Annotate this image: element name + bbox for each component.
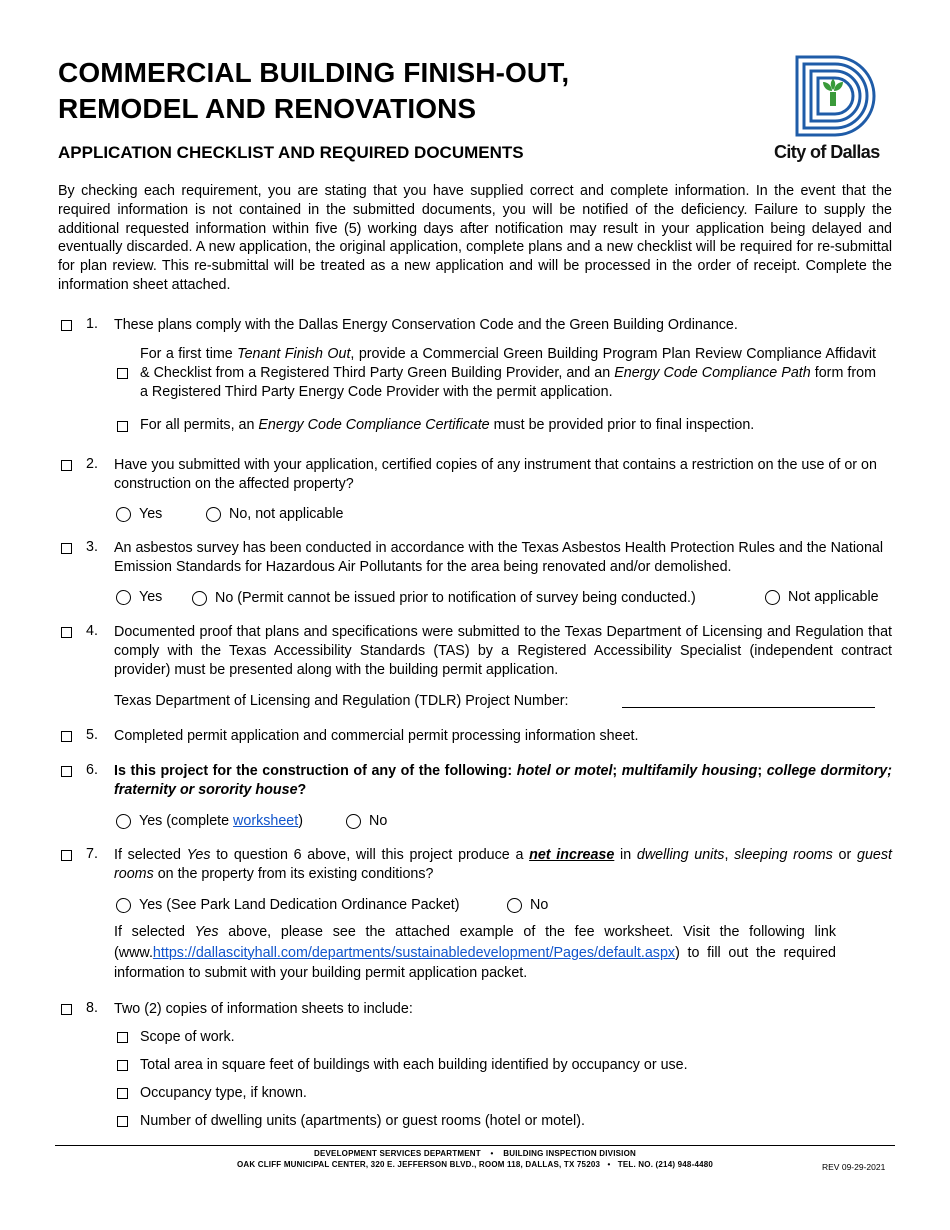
item-1-text: These plans comply with the Dallas Energy Conservation Code and the Green Building Ordinance. [114,317,738,333]
item-6-emphasis: college dormitory; fraternity or sorority house [114,763,893,798]
item-1a-emphasis: Tenant Finish Out [237,346,351,362]
item-4-text: Documented proof that plans and specifications were submitted to the Texas Department of Licensing and Regulation that comply with the Texas Accessibility Standards (TAS) by a Registered Accessibility Specialist (independent contract provider) must be presented along with the building permit application. [114,624,892,678]
item-7-emphasis: guest rooms [114,847,892,882]
item-7-number: 7. [86,846,98,862]
item-7-text-part: on the property from its existing conditions? [153,865,434,882]
item-1b-text [140,416,876,435]
item-4-number: 4. [86,623,98,639]
item-6-separator: ; [612,763,622,779]
sustainable-development-link[interactable]: https://dallascityhall.com/departments/sustainabledevelopment/Pages/default.aspx [152,944,676,961]
item-1a-text-part: , provide a Commercial Green Building Program Plan Review Compliance Affidavit & Checklist from a Registered Third Party Green Building Provider, and an [140,346,877,381]
item-1a-text-part: For a first time [140,346,238,362]
item-5-checkbox[interactable] [61,731,72,742]
item-2-yes-label: Yes [139,506,163,522]
item-3-text: An asbestos survey has been conducted in accordance with the Texas Asbestos Health Protection Rules and the National Emission Standards for Hazardous Air Pollutants for the area being renovated and/or demolished. [114,540,884,575]
footer-divider [55,1145,895,1146]
tdlr-project-number-field[interactable] [622,707,875,708]
item-1b-text-part: For all permits, an [140,417,259,433]
item-1a-text-part: form from a Registered Third Party Energy Code Provider with the permit application. [140,364,876,400]
footer-department-name: DEVELOPMENT SERVICES DEPARTMENT [314,1149,481,1158]
item-1-checkbox[interactable] [61,320,72,331]
item-6-emphasis: hotel or motel [516,763,613,779]
item-8c-text: Occupancy type, if known. [140,1085,307,1101]
item-1b-text-part: must be provided prior to final inspection. [489,417,755,433]
item-6-yes-label-part: Yes (complete [139,813,234,829]
item-7-text [114,846,892,884]
page-subtitle: APPLICATION CHECKLIST AND REQUIRED DOCUMENTS [58,143,524,162]
item-7-yes-radio[interactable] [116,898,131,913]
item-5-number: 5. [86,727,98,743]
tdlr-project-number-label: Texas Department of Licensing and Regulation (TDLR) Project Number: [114,693,569,709]
footer-bullet: • [607,1160,611,1169]
item-7-text-part: If selected [114,847,187,863]
revision-date: REV 09-29-2021 [822,1162,886,1172]
item-3-number: 3. [86,539,98,555]
item-3-yes-radio[interactable] [116,590,131,605]
item-8a-text: Scope of work. [140,1029,235,1045]
footer-division-name: BUILDING INSPECTION DIVISION [503,1149,636,1158]
footer-bullet: • [490,1149,494,1158]
item-8-checkbox[interactable] [61,1004,72,1015]
item-6-checkbox[interactable] [61,766,72,777]
item-7-note-part: above, please see the attached example of the fee worksheet. Visit the following link (www. [114,924,836,961]
item-8a-checkbox[interactable] [117,1032,128,1043]
item-5-text: Completed permit application and commercial permit processing information sheet. [114,728,639,744]
item-7-emphasis: sleeping rooms [734,847,833,863]
worksheet-link[interactable]: worksheet [233,813,299,829]
item-3-no-label: No (Permit cannot be issued prior to notification of survey being conducted.) [215,590,696,606]
item-8d-text: Number of dwelling units (apartments) or guest rooms (hotel or motel). [140,1113,585,1129]
item-2-no-radio[interactable] [206,507,221,522]
item-6-text [114,762,892,800]
item-8b-text: Total area in square feet of buildings with each building identified by occupancy or use. [140,1057,688,1073]
item-3-option-yes[interactable] [116,588,162,606]
item-7-yes-label: Yes (See Park Land Dedication Ordinance Packet) [139,897,460,913]
item-7-text-part: in [614,847,637,863]
item-6-yes-label-part: ) [298,813,303,829]
footer-phone: TEL. NO. (214) 948-4480 [617,1160,714,1169]
item-2-text: Have you submitted with your application, certified copies of any instrument that contains a restriction on the use of or on construction on the affected property? [114,457,877,492]
item-1a-text [140,345,876,401]
item-7-checkbox[interactable] [61,850,72,861]
item-1b-checkbox[interactable] [117,421,128,432]
item-6-separator: ; [757,763,767,779]
item-7-text-part: , [724,847,735,863]
item-6-option-yes[interactable] [116,812,303,830]
item-6-number: 6. [86,762,98,778]
item-1a-checkbox[interactable] [117,368,128,379]
item-7-emphasis: Yes [186,847,211,863]
footer-address [55,1160,895,1169]
item-2-option-no[interactable] [206,505,343,523]
item-7-emphasis: dwelling units [636,847,725,863]
item-3-yes-label: Yes [139,589,163,605]
item-2-yes-radio[interactable] [116,507,131,522]
title-line-2: REMODEL AND RENOVATIONS [58,93,477,124]
item-2-checkbox[interactable] [61,460,72,471]
item-6-yes-label [139,812,303,830]
item-2-option-yes[interactable] [116,505,162,523]
item-7-note-emphasis: Yes [194,924,219,940]
item-3-na-radio[interactable] [765,590,780,605]
item-6-text-part: ? [297,781,307,798]
item-6-emphasis: multifamily housing [621,763,758,779]
item-4-checkbox[interactable] [61,627,72,638]
item-7-text-part: or [832,847,857,863]
footer-department [55,1149,895,1158]
item-7-no-label: No [530,897,549,913]
item-8-number: 8. [86,1000,98,1016]
item-3-option-no[interactable] [192,589,696,607]
city-of-dallas-logo-icon [795,55,877,137]
title-line-1: COMMERCIAL BUILDING FINISH-OUT, [58,57,570,88]
item-7-option-no[interactable] [507,896,548,914]
item-3-no-radio[interactable] [192,591,207,606]
intro-paragraph: By checking each requirement, you are stating that you have supplied correct and complete information. In the event that the required information is not contained in the submitted documents, you will be notified of the deficiency. Failure to supply the additional requested information within five (5) working days after notification may result in your application being delayed and eventually discarded. A new application, the original application, complete plans and a new checklist will be required for re-submittal for plan review. This re-submittal will be treated as a new application and will be processed in the order of receipt. Complete the information sheet attached. [58,183,892,293]
item-2-number: 2. [86,456,98,472]
item-7-net-increase: net increase [529,847,615,863]
item-6-no-radio[interactable] [346,814,361,829]
item-8-text: Two (2) copies of information sheets to include: [114,1001,413,1017]
item-8d-checkbox[interactable] [117,1116,128,1127]
item-7-note-part: ) to fill out the required information to submit with your building permit application packet. [114,944,836,981]
footer-address-text: OAK CLIFF MUNICIPAL CENTER, 320 E. JEFFERSON BLVD., ROOM 118, DALLAS, TX 75203 [236,1160,601,1169]
item-6-text-part: Is this project for the construction of any of the following: [114,763,517,779]
item-7-note-part: If selected [114,924,195,940]
item-3-option-na[interactable] [765,588,879,606]
item-3-na-label: Not applicable [788,589,879,605]
item-8b-checkbox[interactable] [117,1060,128,1071]
item-1-number: 1. [86,316,98,332]
page-title [58,55,698,127]
item-7-text-part: to question 6 above, will this project produce a [210,847,530,863]
item-6-option-no[interactable] [346,812,387,830]
item-6-yes-radio[interactable] [116,814,131,829]
item-1a-emphasis: Energy Code Compliance Path [614,364,811,381]
item-6-no-label: No [369,813,388,829]
item-3-checkbox[interactable] [61,543,72,554]
item-7-no-radio[interactable] [507,898,522,913]
item-7-note [114,922,836,984]
item-7-option-yes[interactable] [116,896,460,914]
item-1b-emphasis: Energy Code Compliance Certificate [258,417,490,433]
logo-text: City of Dallas [774,142,880,162]
item-2-no-label: No, not applicable [229,506,344,522]
item-8c-checkbox[interactable] [117,1088,128,1099]
